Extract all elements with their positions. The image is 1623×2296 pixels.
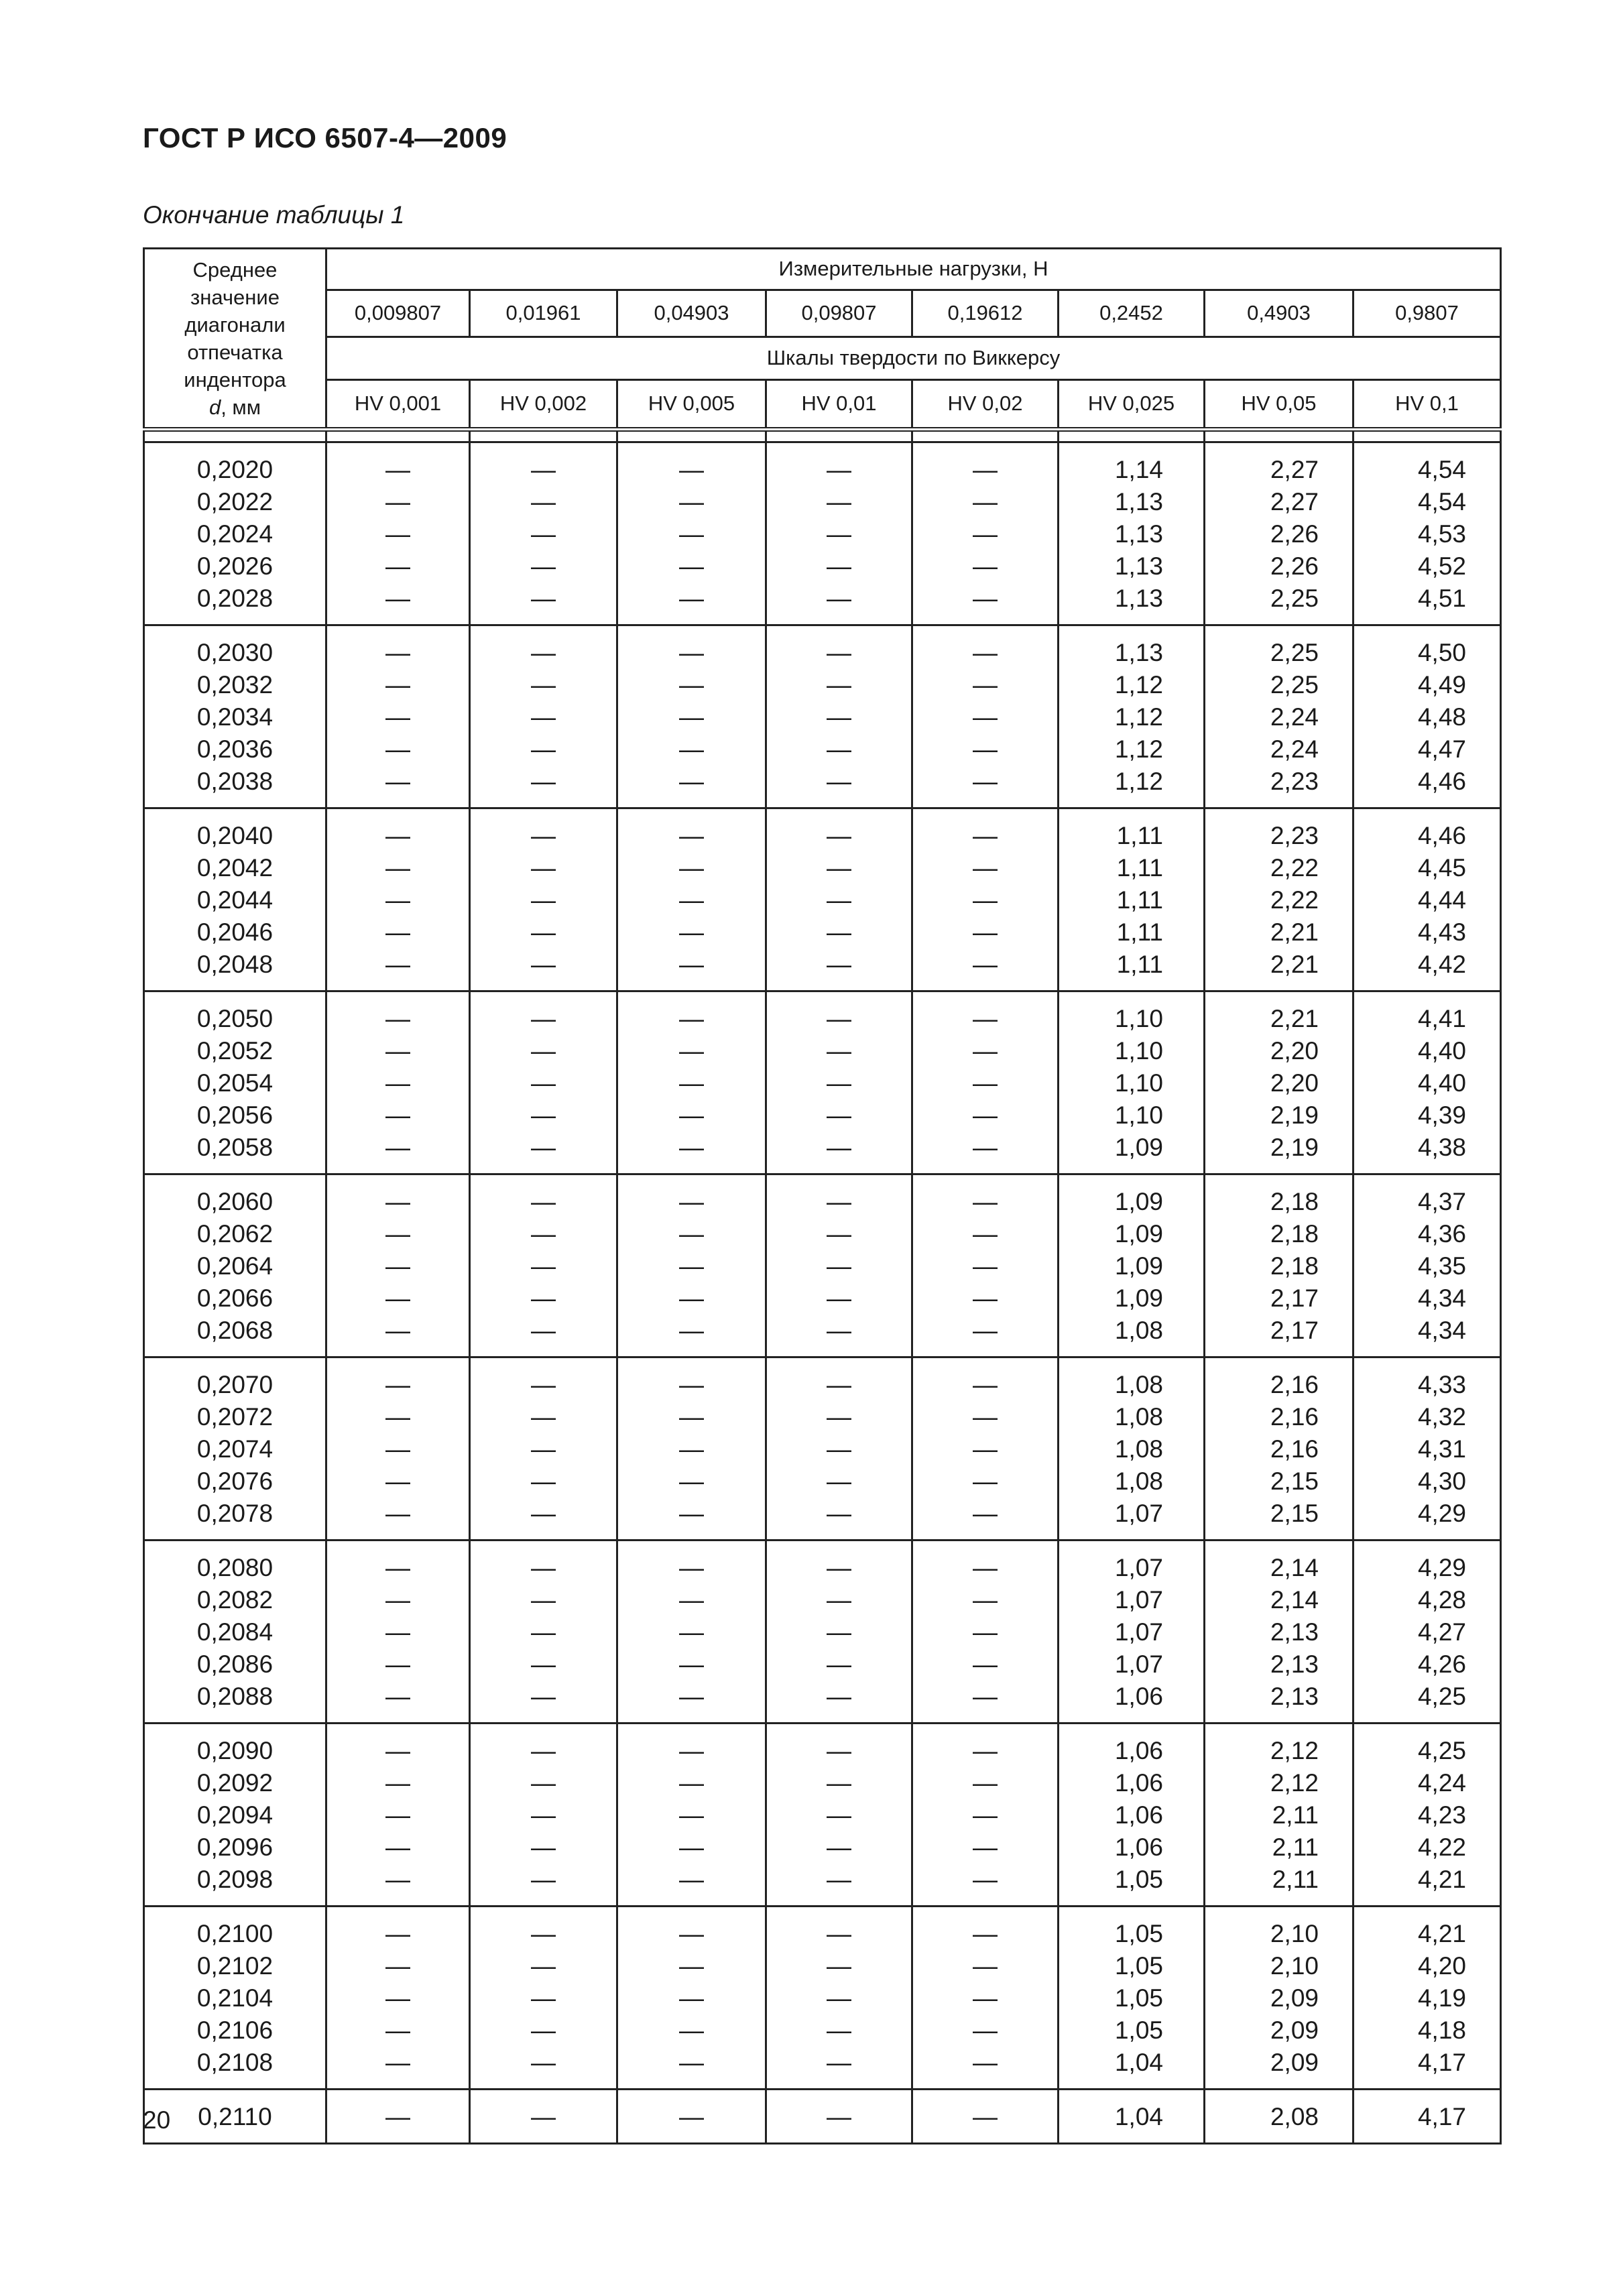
dash-cell: — — — — — <box>766 1174 912 1357</box>
dash-cell: — — — — — <box>766 625 912 808</box>
hv-005-cell: 2,27 2,27 2,26 2,26 2,25 <box>1205 442 1354 625</box>
hv-005-cell: 2,23 2,22 2,22 2,21 2,21 <box>1205 808 1354 991</box>
scale-cell: HV 0,01 <box>766 380 912 430</box>
scale-cell: HV 0,002 <box>470 380 617 430</box>
dash-cell: — — — — — <box>470 1724 617 1907</box>
hv-01-cell: 4,29 4,28 4,27 4,26 4,25 <box>1354 1540 1501 1724</box>
hv-005-cell: 2,12 2,12 2,11 2,11 2,11 <box>1205 1724 1354 1907</box>
dash-cell: — — — — — <box>470 625 617 808</box>
dash-cell: — — — — — <box>766 1724 912 1907</box>
hv-005-cell: 2,25 2,25 2,24 2,24 2,23 <box>1205 625 1354 808</box>
hv-01-cell: 4,50 4,49 4,48 4,47 4,46 <box>1354 625 1501 808</box>
hv-0025-cell: 1,13 1,12 1,12 1,12 1,12 <box>1059 625 1205 808</box>
dash-cell: — — — — — <box>766 442 912 625</box>
scale-cell: HV 0,02 <box>912 380 1059 430</box>
hv-0025-cell: 1,04 <box>1059 2090 1205 2144</box>
dash-cell: — — — — — <box>326 1540 470 1724</box>
hv-0025-cell: 1,14 1,13 1,13 1,13 1,13 <box>1059 442 1205 625</box>
dash-cell: — — — — — <box>617 442 766 625</box>
hv-01-cell: 4,17 <box>1354 2090 1501 2144</box>
diagonal-cell: 0,2040 0,2042 0,2044 0,2046 0,2048 <box>144 808 326 991</box>
diagonal-cell: 0,2080 0,2082 0,2084 0,2086 0,2088 <box>144 1540 326 1724</box>
header-separator <box>144 430 1501 442</box>
diagonal-cell: 0,2030 0,2032 0,2034 0,2036 0,2038 <box>144 625 326 808</box>
scale-cell: HV 0,025 <box>1059 380 1205 430</box>
scale-cell: HV 0,1 <box>1354 380 1501 430</box>
dash-cell: — — — — — <box>912 1724 1059 1907</box>
diagonal-cell: 0,2070 0,2072 0,2074 0,2076 0,2078 <box>144 1357 326 1540</box>
diagonal-cell: 0,2060 0,2062 0,2064 0,2066 0,2068 <box>144 1174 326 1357</box>
hv-0025-cell: 1,10 1,10 1,10 1,10 1,09 <box>1059 991 1205 1174</box>
hv-005-cell: 2,08 <box>1205 2090 1354 2144</box>
hv-005-cell: 2,10 2,10 2,09 2,09 2,09 <box>1205 1907 1354 2090</box>
scale-cell: HV 0,005 <box>617 380 766 430</box>
load-cell: 0,19612 <box>912 290 1059 337</box>
hv-0025-cell: 1,09 1,09 1,09 1,09 1,08 <box>1059 1174 1205 1357</box>
dash-cell: — <box>766 2090 912 2144</box>
table-row <box>144 1540 1501 1724</box>
table-row <box>144 991 1501 1174</box>
dash-cell: — — — — — <box>617 1907 766 2090</box>
dash-cell: — — — — — <box>326 808 470 991</box>
hv-01-cell: 4,33 4,32 4,31 4,30 4,29 <box>1354 1357 1501 1540</box>
hv-01-cell: 4,54 4,54 4,53 4,52 4,51 <box>1354 442 1501 625</box>
diagonal-cell: 0,2090 0,2092 0,2094 0,2096 0,2098 <box>144 1724 326 1907</box>
hv-0025-cell: 1,05 1,05 1,05 1,05 1,04 <box>1059 1907 1205 2090</box>
hv-005-cell: 2,14 2,14 2,13 2,13 2,13 <box>1205 1540 1354 1724</box>
diagonal-cell: 0,2100 0,2102 0,2104 0,2106 0,2108 <box>144 1907 326 2090</box>
hv-01-cell: 4,37 4,36 4,35 4,34 4,34 <box>1354 1174 1501 1357</box>
dash-cell: — — — — — <box>326 1357 470 1540</box>
load-cell: 0,4903 <box>1205 290 1354 337</box>
dash-cell: — — — — — <box>912 991 1059 1174</box>
dash-cell: — — — — — <box>326 442 470 625</box>
dash-cell: — — — — — <box>470 1540 617 1724</box>
dash-cell: — — — — — <box>617 625 766 808</box>
scales-header: Шкалы твердости по Виккерсу <box>326 337 1501 380</box>
dash-cell: — — — — — <box>326 991 470 1174</box>
hv-01-cell: 4,25 4,24 4,23 4,22 4,21 <box>1354 1724 1501 1907</box>
table-row <box>144 1724 1501 1907</box>
dash-cell: — — — — — <box>617 1174 766 1357</box>
hv-0025-cell: 1,07 1,07 1,07 1,07 1,06 <box>1059 1540 1205 1724</box>
dash-cell: — — — — — <box>617 1357 766 1540</box>
dash-cell: — — — — — <box>912 1357 1059 1540</box>
hardness-table <box>143 247 1502 2144</box>
dash-cell: — — — — — <box>766 991 912 1174</box>
dash-cell: — — — — — <box>470 1174 617 1357</box>
dash-cell: — — — — — <box>912 1907 1059 2090</box>
load-cell: 0,04903 <box>617 290 766 337</box>
dash-cell: — — — — — <box>617 808 766 991</box>
dash-cell: — — — — — <box>470 991 617 1174</box>
diagonal-cell: 0,2050 0,2052 0,2054 0,2056 0,2058 <box>144 991 326 1174</box>
table-row <box>144 442 1501 625</box>
loads-row <box>144 290 1501 337</box>
dash-cell: — <box>470 2090 617 2144</box>
hv-01-cell: 4,41 4,40 4,40 4,39 4,38 <box>1354 991 1501 1174</box>
dash-cell: — — — — — <box>912 1174 1059 1357</box>
table-row <box>144 808 1501 991</box>
table-row <box>144 1907 1501 2090</box>
diagonal-cell: 0,2020 0,2022 0,2024 0,2026 0,2028 <box>144 442 326 625</box>
dash-cell: — — — — — <box>326 625 470 808</box>
dash-cell: — — — — — <box>912 625 1059 808</box>
diagonal-cell: 0,2110 <box>144 2090 326 2144</box>
table-row <box>144 625 1501 808</box>
hv-005-cell: 2,21 2,20 2,20 2,19 2,19 <box>1205 991 1354 1174</box>
dash-cell: — <box>912 2090 1059 2144</box>
table-caption: Окончание таблицы 1 <box>143 201 405 229</box>
dash-cell: — — — — — <box>617 1540 766 1724</box>
load-cell: 0,009807 <box>326 290 470 337</box>
dash-cell: — <box>326 2090 470 2144</box>
dash-cell: — — — — — <box>766 808 912 991</box>
document-title: ГОСТ Р ИСО 6507-4—2009 <box>143 122 507 154</box>
hv-005-cell: 2,18 2,18 2,18 2,17 2,17 <box>1205 1174 1354 1357</box>
page-number: 20 <box>143 2106 171 2134</box>
table-row <box>144 1357 1501 1540</box>
load-cell: 0,01961 <box>470 290 617 337</box>
load-cell: 0,9807 <box>1354 290 1501 337</box>
hv-0025-cell: 1,11 1,11 1,11 1,11 1,11 <box>1059 808 1205 991</box>
dash-cell: — — — — — <box>912 1540 1059 1724</box>
dash-cell: — — — — — <box>766 1540 912 1724</box>
dash-cell: — — — — — <box>326 1724 470 1907</box>
hv-0025-cell: 1,08 1,08 1,08 1,08 1,07 <box>1059 1357 1205 1540</box>
dash-cell: — — — — — <box>470 1907 617 2090</box>
scale-cell: HV 0,001 <box>326 380 470 430</box>
table-row <box>144 1174 1501 1357</box>
load-cell: 0,09807 <box>766 290 912 337</box>
dash-cell: — — — — — <box>617 991 766 1174</box>
hv-005-cell: 2,16 2,16 2,16 2,15 2,15 <box>1205 1357 1354 1540</box>
dash-cell: — — — — — <box>912 808 1059 991</box>
dash-cell: — — — — — <box>326 1174 470 1357</box>
table-row <box>144 2090 1501 2144</box>
stub-header: Среднее значение диагонали отпечатка индентора d, мм <box>144 249 326 430</box>
dash-cell: — — — — — <box>617 1724 766 1907</box>
dash-cell: — — — — — <box>470 1357 617 1540</box>
dash-cell: — — — — — <box>766 1357 912 1540</box>
loads-header: Измерительные нагрузки, Н <box>326 249 1501 290</box>
dash-cell: — — — — — <box>912 442 1059 625</box>
dash-cell: — <box>617 2090 766 2144</box>
dash-cell: — — — — — <box>326 1907 470 2090</box>
hv-01-cell: 4,21 4,20 4,19 4,18 4,17 <box>1354 1907 1501 2090</box>
dash-cell: — — — — — <box>766 1907 912 2090</box>
hv-0025-cell: 1,06 1,06 1,06 1,06 1,05 <box>1059 1724 1205 1907</box>
hv-01-cell: 4,46 4,45 4,44 4,43 4,42 <box>1354 808 1501 991</box>
load-cell: 0,2452 <box>1059 290 1205 337</box>
dash-cell: — — — — — <box>470 808 617 991</box>
dash-cell: — — — — — <box>470 442 617 625</box>
scale-cell: HV 0,05 <box>1205 380 1354 430</box>
scales-row <box>144 380 1501 430</box>
